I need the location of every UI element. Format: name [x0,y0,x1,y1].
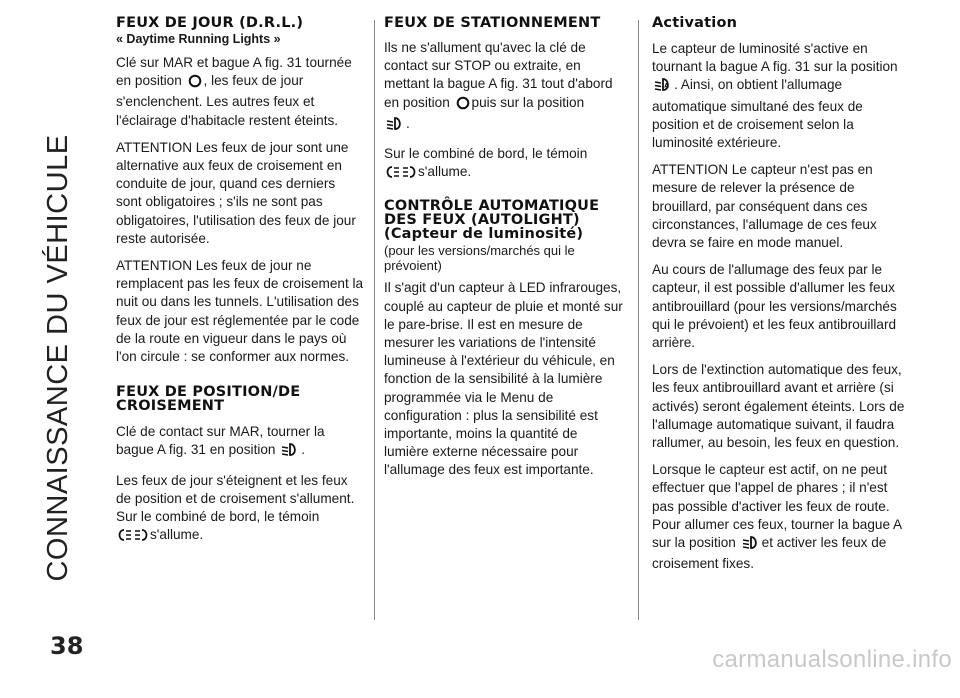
svg-text:A: A [664,82,669,90]
position-lights-icon [386,165,416,184]
position-lights-icon [118,528,148,547]
autolight-heading: CONTRÔLE AUTOMATIQUE DES FEUX (AUTOLIGHT) (Capteur de luminosité) [384,198,600,243]
column-divider [638,20,639,620]
low-beam-icon [281,442,299,462]
position-paragraph-1: Clé de contact sur MAR, tourner la bague A fig. 31 en position . [116,423,364,462]
auto-light-icon [654,77,672,97]
position-lights-heading: FEUX DE POSITION/DE CROISEMENT [116,384,301,415]
activation-paragraph-3: Lors de l'extinction automatique des feux, les feux antibrouillard avant et arrière (si activés) seront également éteints. Lors de l'allumage automatique suivant, il faudra rallumer, au besoin, les feux en question. [652,362,905,451]
drl-attention-2: ATTENTION Les feux de jour ne remplacent pas les feux de croisement la nuit ou dans les tunnels. L'utilisation des feux de jour est réglementée par le code de la route en vigueur dans le pays où l'on circule : se conformer aux normes. [116,258,364,365]
parking-paragraph-2: Sur le combiné de bord, le témoin s'allume. [384,145,624,184]
activation-paragraph-4: Lorsque le capteur est actif, on ne peut effectuer que l'appel de phares ; il n'est pas possible d'activer les feux de route. Pour allumer ces feux, tourner la bague A sur la position et activer les feux de croisement fixes. [652,462,902,572]
activation-paragraph-1: Le capteur de luminosité s'active en tournant la bague A fig. 31 sur la position A . Ainsi, on obtient l'allumage automatique simultané des feux de position et de croisement selon la luminosité extérieure. [652,41,898,151]
drl-subheading: « Daytime Running Lights » [116,32,281,46]
page-number: 38 [50,632,84,660]
parking-paragraph-1: Ils ne s'allument qu'avec la clé de contact sur STOP ou extraite, en mettant la bague A fig. 31 tout d'abord en position puis sur la position . [384,39,624,136]
section-title: CONNAISSANCE DU VÉHICULE [42,134,74,582]
autolight-subheading: (pour les versions/marchés qui le prévoient) [384,243,575,274]
parking-lights-heading: FEUX DE STATIONNEMENT [384,15,601,31]
activation-heading: Activation [652,15,738,31]
drl-paragraph-1: Clé sur MAR et bague A fig. 31 tournée en position , les feux de jour s'enclenchent. Les autres feux et l'éclairage d'habitacle restent éteints. [116,55,352,128]
watermark: carmanualsonline.info [712,646,952,673]
off-position-icon [188,74,202,93]
autolight-paragraph: Il s'agit d'un capteur à LED infrarouges, couplé au capteur de pluie et monté sur le pare-brise. Il est en mesure de mesurer les variations de l'intensité lumineuse à l'extérieur du véhicule, en fonction de la sensibilité à la lumière programmée via le Menu de configuration : plus la sensibilité est importante, moins la quantité de lumière externe nécessaire pour l'allumage des feux est importante. [384,280,623,478]
drl-attention-1: ATTENTION Les feux de jour sont une alternative aux feux de croisement en conduite de jour, quand ces derniers sont obligatoires ; s'ils ne sont pas obligatoires, l'utilisation des feux de jour reste autorisée. [116,139,356,246]
low-beam-icon [742,535,760,555]
column-2 [384,16,624,489]
position-paragraph-2: Les feux de jour s'éteignent et les feux de position et de croisement s'allument. Sur le combiné de bord, le témoin s'allume. [116,472,364,548]
activation-paragraph-2: Au cours de l'allumage des feux par le capteur, il est possible d'allumer les feux antibrouillard (pour les versions/marchés qui le prévoient) et les feux antibrouillard arrière. [652,262,897,351]
column-3 [652,16,910,582]
column-1 [116,16,364,556]
low-beam-icon [386,116,404,136]
column-divider [374,20,375,620]
drl-heading: FEUX DE JOUR (D.R.L.) [116,15,304,31]
activation-attention: ATTENTION Le capteur n'est pas en mesure de relever la présence de brouillard, par conséquent dans ces circonstances, l'allumage de ces feux devra se faire en mode manuel. [652,162,877,251]
off-position-icon [456,96,470,115]
